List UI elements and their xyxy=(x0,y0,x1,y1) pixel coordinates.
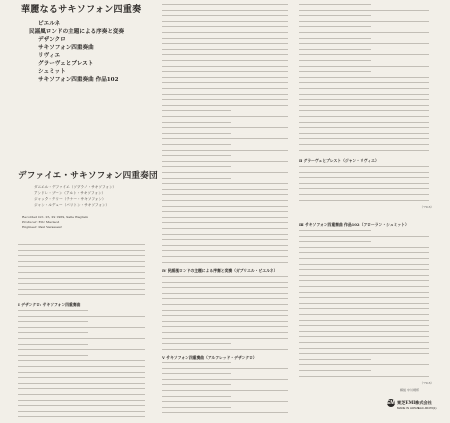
text-line xyxy=(162,77,288,78)
work-rivier: グラーヴェとプレスト xyxy=(38,61,94,67)
text-line xyxy=(162,401,288,402)
section-heading-5: Ⅴ サキソフォン四重奏曲（アルフレッド・デザンクロ） xyxy=(162,355,257,360)
text-line xyxy=(162,390,288,391)
text-line xyxy=(299,88,429,89)
text-line xyxy=(18,416,145,417)
composer-desenclos: デザンクロ xyxy=(38,37,66,43)
text-line xyxy=(299,331,429,332)
work-desenclos: サキソフォン四重奏曲 xyxy=(38,45,94,51)
text-line xyxy=(299,292,429,293)
note-date-1: （'70.6） xyxy=(420,205,434,209)
text-line xyxy=(299,303,429,304)
text-line xyxy=(162,4,288,5)
text-line xyxy=(162,245,288,246)
text-line xyxy=(162,228,288,229)
text-line xyxy=(162,189,288,190)
emi-logo-icon: EMI xyxy=(387,400,396,406)
text-line xyxy=(18,250,145,251)
text-line xyxy=(299,320,429,321)
text-line xyxy=(299,308,429,309)
text-line xyxy=(162,10,288,11)
text-line xyxy=(299,43,429,44)
text-line xyxy=(299,325,429,326)
text-line xyxy=(18,261,145,262)
text-line xyxy=(18,394,145,395)
text-line xyxy=(162,138,288,139)
text-line xyxy=(299,348,429,349)
text-line xyxy=(299,314,429,315)
text-line xyxy=(18,266,145,267)
recording-producer: Producer: Eric Macleod xyxy=(22,220,60,224)
text-line xyxy=(18,366,145,367)
text-line xyxy=(18,377,145,378)
member-soprano: ダニエル・デファイエ（ソプラノ・サキソフォン） xyxy=(34,185,117,189)
text-line xyxy=(162,310,288,311)
text-line xyxy=(299,364,429,365)
text-line xyxy=(162,338,288,339)
text-line xyxy=(299,172,429,173)
text-line xyxy=(299,269,429,270)
member-baritone: ジャン・ルデュー（バリトン・サキソフォン） xyxy=(34,203,110,207)
text-line xyxy=(162,38,288,39)
text-line xyxy=(162,373,231,374)
text-line xyxy=(162,82,288,83)
text-line xyxy=(299,66,429,67)
text-line xyxy=(162,298,288,299)
text-line xyxy=(299,264,429,265)
text-line xyxy=(299,105,429,106)
text-line xyxy=(299,177,429,178)
text-line xyxy=(162,60,288,61)
text-line xyxy=(18,321,88,322)
text-line xyxy=(162,194,288,195)
text-line xyxy=(299,26,371,27)
text-line xyxy=(162,21,288,22)
composer-rivier: リヴィエ xyxy=(38,53,61,59)
text-line xyxy=(162,262,288,263)
text-line xyxy=(299,144,429,145)
text-line xyxy=(299,32,429,33)
text-line xyxy=(162,326,288,327)
text-line xyxy=(299,183,429,184)
text-line xyxy=(162,368,288,369)
text-line xyxy=(299,353,429,354)
text-line xyxy=(18,383,145,384)
text-line xyxy=(162,407,231,408)
work-schmitt: サキソフォン四重奏曲 作品102 xyxy=(38,77,119,83)
text-line xyxy=(299,286,429,287)
text-line xyxy=(299,200,429,201)
text-line xyxy=(299,99,429,100)
text-line xyxy=(162,71,288,72)
text-line xyxy=(162,94,288,95)
text-line xyxy=(162,321,288,322)
text-line xyxy=(162,332,288,333)
text-line xyxy=(162,349,288,350)
text-line xyxy=(162,239,288,240)
member-alto: アンドレ・ブーン（アルト・サキソフォン） xyxy=(34,191,106,195)
text-line xyxy=(299,116,429,117)
text-line xyxy=(162,133,231,134)
text-line xyxy=(162,178,231,179)
text-line xyxy=(18,411,145,412)
text-line xyxy=(162,343,231,344)
text-line xyxy=(299,133,429,134)
text-line xyxy=(299,60,371,61)
text-line xyxy=(162,256,288,257)
text-line xyxy=(162,49,288,50)
text-line xyxy=(18,332,88,333)
text-line xyxy=(18,344,88,345)
text-line xyxy=(162,396,231,397)
text-line xyxy=(162,26,288,27)
recording-date: Recorded Oct. 25, 29 1969, Salle Wagram xyxy=(22,215,88,219)
section-heading-3: Ⅲ サキソフォン四重奏曲 作品102（フローラン・シュミット） xyxy=(299,222,409,227)
text-line xyxy=(162,144,231,145)
text-line xyxy=(299,194,429,195)
text-line xyxy=(162,200,288,201)
text-line xyxy=(299,359,371,360)
text-line xyxy=(299,38,371,39)
text-line xyxy=(299,370,371,371)
text-line xyxy=(162,304,288,305)
text-line xyxy=(162,287,288,288)
note-date-2: （'70.6） xyxy=(420,381,434,385)
text-line xyxy=(18,244,145,245)
text-line xyxy=(18,316,145,317)
text-line xyxy=(18,294,145,295)
text-line xyxy=(18,372,145,373)
text-line xyxy=(299,376,429,377)
text-line xyxy=(18,400,145,401)
composer-pierne: ピエルネ xyxy=(38,21,61,27)
text-line xyxy=(162,412,288,413)
text-line xyxy=(18,255,145,256)
text-line xyxy=(162,250,288,251)
text-line xyxy=(299,10,429,11)
text-line xyxy=(162,150,288,151)
text-line xyxy=(162,217,288,218)
text-line xyxy=(299,71,371,72)
text-line xyxy=(18,278,145,279)
text-line xyxy=(162,211,288,212)
text-line xyxy=(299,336,429,337)
recording-engineer: Engineer: Paul Vavasseur xyxy=(22,225,62,229)
catalog-number: EAC-90470(1) xyxy=(418,406,437,410)
text-line xyxy=(162,379,288,380)
text-line xyxy=(18,355,88,356)
text-line xyxy=(162,362,231,363)
text-line xyxy=(162,206,288,207)
text-line xyxy=(162,293,288,294)
text-line xyxy=(299,280,429,281)
text-line xyxy=(299,77,429,78)
text-line xyxy=(162,166,231,167)
composer-schmitt: シュミット xyxy=(38,69,66,75)
text-line xyxy=(299,4,371,5)
text-line xyxy=(162,54,288,55)
text-line xyxy=(162,282,288,283)
text-line xyxy=(162,234,288,235)
text-line xyxy=(162,15,288,16)
text-line xyxy=(162,127,288,128)
work-pierne: 民謡風ロンドの主題による序奏と変奏 xyxy=(29,29,125,35)
section-heading-2: Ⅱ グラーヴェとプレスト（ジャン・リヴィエ） xyxy=(299,158,379,163)
text-line xyxy=(299,252,429,253)
text-line xyxy=(299,127,429,128)
album-title: 華麗なるサキソフォン四重奏 xyxy=(21,5,142,15)
text-line xyxy=(162,110,231,111)
text-line xyxy=(299,150,429,151)
text-line xyxy=(299,15,371,16)
text-line xyxy=(299,54,429,55)
text-line xyxy=(162,315,288,316)
notes-author: 解説 中川靖邦 xyxy=(400,388,419,392)
text-line xyxy=(299,49,371,50)
text-line xyxy=(18,289,145,290)
text-line xyxy=(299,342,429,343)
ensemble-title: デファイエ・サキソフォン四重奏団 xyxy=(18,171,158,181)
text-line xyxy=(162,32,288,33)
text-line xyxy=(18,272,145,273)
text-line xyxy=(18,349,145,350)
text-line xyxy=(299,241,371,242)
publisher-name: 東芝EMI株式会社 xyxy=(397,400,432,405)
text-line xyxy=(18,310,88,311)
text-line xyxy=(162,222,288,223)
text-line xyxy=(299,94,429,95)
text-line xyxy=(299,236,429,237)
text-line xyxy=(18,360,145,361)
text-line xyxy=(162,43,288,44)
text-line xyxy=(162,276,288,277)
text-line xyxy=(162,155,231,156)
text-line xyxy=(18,388,145,389)
section-heading-1: Ⅰ デザンクロ: サキソフォン四重奏曲 xyxy=(18,302,81,307)
text-line xyxy=(299,258,429,259)
text-line xyxy=(299,297,429,298)
text-line xyxy=(162,161,288,162)
text-line xyxy=(299,275,429,276)
text-line xyxy=(299,82,429,83)
text-line xyxy=(299,138,429,139)
text-line xyxy=(162,183,288,184)
text-line xyxy=(162,116,288,117)
text-line xyxy=(162,99,288,100)
text-line xyxy=(299,188,429,189)
text-line xyxy=(299,122,429,123)
text-line xyxy=(162,172,288,173)
text-line xyxy=(162,384,231,385)
text-line xyxy=(299,110,429,111)
text-line xyxy=(162,122,231,123)
text-line xyxy=(299,230,371,231)
text-line xyxy=(162,88,288,89)
text-line xyxy=(18,405,145,406)
text-line xyxy=(299,21,429,22)
text-line xyxy=(162,66,288,67)
text-line xyxy=(18,327,145,328)
made-in: MADE IN JAPAN xyxy=(397,406,419,410)
text-line xyxy=(162,105,288,106)
text-line xyxy=(18,338,145,339)
section-heading-4: Ⅳ 民謡風ロンドの主題による序奏と変奏（ガブリエル・ピエルネ） xyxy=(162,268,278,273)
member-tenor: ジャック・テリー（テナー・サキソフォン） xyxy=(34,197,106,201)
text-line xyxy=(299,247,429,248)
text-line xyxy=(299,166,429,167)
text-line xyxy=(18,283,145,284)
